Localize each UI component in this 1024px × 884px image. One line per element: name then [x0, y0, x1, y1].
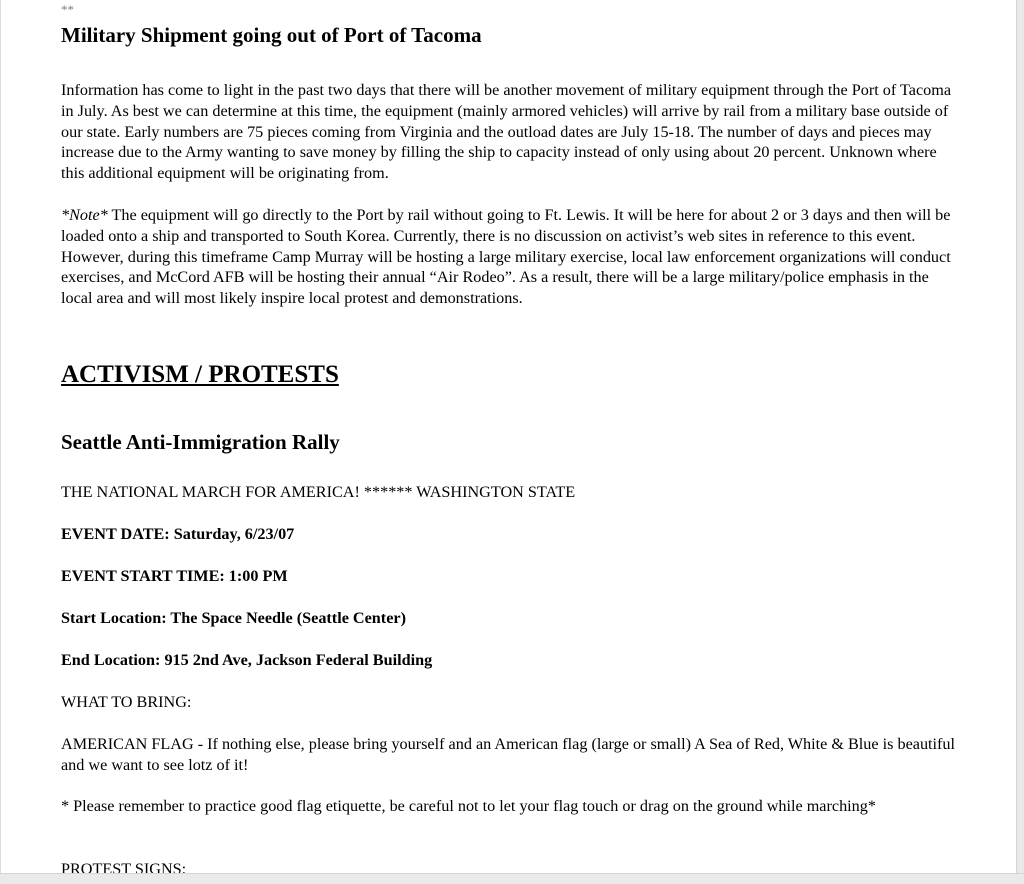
horizontal-scrollbar[interactable] [0, 873, 1024, 884]
note-label: *Note* [61, 206, 108, 224]
end-location: End Location: 915 2nd Ave, Jackson Federal Building [61, 651, 433, 669]
event-start-time: EVENT START TIME: 1:00 PM [61, 567, 288, 585]
american-flag-paragraph [61, 734, 957, 776]
note-body: The equipment will go directly to the Port by rail without going to Ft. Lewis. It will be here for about 2 or 3 days and then will be loaded onto a ship and transported to South Korea. Currently, there is no discussion on activist’s web sites in reference to this event. However, during this timeframe Camp Murray will be hosting a large military exercise, local law enforcement organizations will conduct exercises, and McCord AFB will be hosting their annual “Air Rodeo”. As a result, there will be a large military/police emphasis in the local area and will most likely inspire local protest and demonstrations. [61, 206, 951, 308]
protest-signs-line: PROTEST SIGNS: [61, 860, 187, 873]
start-location: Start Location: The Space Needle (Seattle Center) [61, 609, 406, 627]
event-date: EVENT DATE: Saturday, 6/23/07 [61, 525, 295, 543]
military-paragraph-1: Information has come to light in the past two days that there will be another movement of military equipment through the Port of Tacoma in July. As best we can determine at this time, the equipment (mainly armored vehicles) will arrive by rail from a military base outside of our state. Early numbers are 75 pieces coming from Virginia and the outload dates are July 15-18. The number of days and pieces may increase due to the Army wanting to save money by filling the ship to capacity instead of only using about 20 percent. Unknown where this additional equipment will be originating from. [61, 81, 952, 183]
national-march-line: THE NATIONAL MARCH FOR AMERICA! ****** WASHINGTON STATE [61, 483, 576, 501]
vertical-scrollbar[interactable] [1016, 0, 1024, 884]
seattle-rally-heading: Seattle Anti-Immigration Rally [61, 430, 340, 454]
flag-label: AMERICAN FLAG - [61, 735, 204, 753]
what-to-bring: WHAT TO BRING: [61, 693, 192, 711]
flag-etiquette-paragraph: * Please remember to practice good flag etiquette, be careful not to let your flag touch or drag on the ground while marching* [61, 797, 876, 815]
military-paragraph-2 [61, 205, 957, 309]
flag-text: If nothing else, please bring yourself and an American flag (large or small) A Sea of Red, White & Blue is beautiful and we want to see lotz of it! [61, 735, 956, 774]
section-separator: ** [61, 2, 74, 17]
activism-protests-heading: ACTIVISM / PROTESTS [61, 361, 339, 388]
military-shipment-heading: Military Shipment going out of Port of Tacoma [61, 23, 482, 47]
